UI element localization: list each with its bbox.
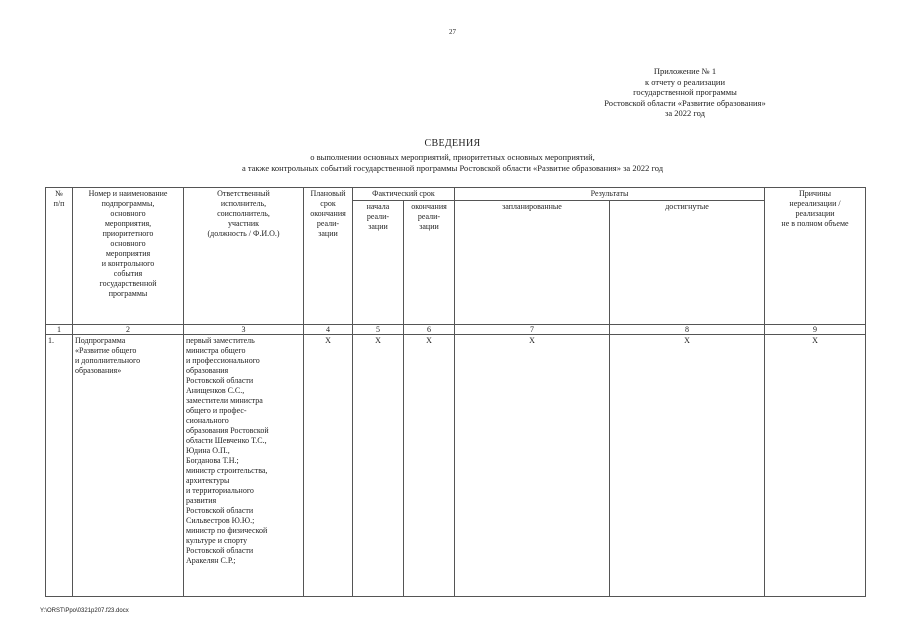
cell-line: Ответственный [217, 189, 270, 198]
cell-line: основного [110, 209, 146, 218]
cell-line: № [55, 189, 63, 198]
appendix-line: Приложение № 1 [653, 66, 717, 76]
cell-line: начала [366, 202, 390, 211]
column-index: 6 [404, 325, 455, 335]
row-reasons: X [765, 335, 866, 597]
column-index-row [46, 325, 866, 335]
cell-line: культуре и спорту [186, 536, 248, 545]
cell-line: и дополнительного [75, 356, 141, 365]
cell-line: Юдина О.П., [186, 446, 230, 455]
cell-line: реали- [366, 212, 390, 221]
cell-line: Сильвестров Ю.Ю.; [186, 516, 255, 525]
cell-line: приоритетного [102, 229, 154, 238]
cell-line: нереализации / [789, 199, 841, 208]
cell-line: заместители министра [186, 396, 263, 405]
cell-line: зации [419, 222, 439, 231]
cell-line: (должность / Ф.И.О.) [207, 229, 280, 238]
cell-line: и профессионального [186, 356, 260, 365]
column-index: 7 [455, 325, 610, 335]
row-planned: X [304, 335, 353, 597]
cell-line: основного [110, 239, 146, 248]
appendix-line: Ростовской области «Развитие образования» [604, 97, 766, 108]
cell-line: «Развитие общего [75, 346, 137, 355]
appendix-header [530, 66, 840, 119]
header-responsible [184, 188, 304, 325]
row-name [73, 335, 184, 597]
report-table [45, 187, 866, 597]
document-subtitle [0, 152, 905, 174]
header-actual-end [404, 201, 455, 325]
header-planned-deadline [304, 188, 353, 325]
cell-line: области Шевченко Т.С., [186, 436, 267, 445]
cell-line: развития [186, 496, 217, 505]
header-reasons [765, 188, 866, 325]
cell-line: срок [320, 199, 336, 208]
cell-line: мероприятия, [104, 219, 152, 228]
cell-line: министра общего [186, 346, 246, 355]
row-actual-start: X [353, 335, 404, 597]
row-actual-end: X [404, 335, 455, 597]
column-index: 1 [46, 325, 73, 335]
cell-line: мероприятия [105, 249, 151, 258]
cell-line: соисполнитель, [217, 209, 270, 218]
header-num [46, 188, 73, 325]
column-index: 4 [304, 325, 353, 335]
cell-line: реали- [417, 212, 441, 221]
column-index: 5 [353, 325, 404, 335]
subtitle-line: а также контрольных событий государственной программы Ростовской области «Развитие образования» за 2022 год [241, 163, 664, 173]
cell-line: зации [368, 222, 388, 231]
cell-line: исполнитель, [220, 199, 267, 208]
cell-line: Ростовской области [186, 546, 254, 555]
cell-line: образования Ростовской [186, 426, 269, 435]
cell-line: первый заместитель [186, 336, 255, 345]
cell-line: Анищенков С.С., [186, 386, 245, 395]
header-actual-start [353, 201, 404, 325]
cell-line: окончания [411, 202, 447, 211]
cell-line: реализации [795, 209, 835, 218]
document-title: СВЕДЕНИЯ [424, 138, 481, 149]
cell-line: подпрограммы, [101, 199, 155, 208]
cell-line: Подпрограмма [75, 336, 126, 345]
column-index: 8 [610, 325, 765, 335]
cell-line: зации [318, 229, 338, 238]
cell-line: министр по физической [186, 526, 268, 535]
cell-line: программы [108, 289, 148, 298]
cell-line: общего и профес- [186, 406, 247, 415]
cell-line: образования [186, 366, 229, 375]
row-num: 1. [46, 335, 73, 597]
cell-line: министр строительства, [186, 466, 268, 475]
cell-line: события [113, 269, 143, 278]
cell-line: и контрольного [101, 259, 155, 268]
cell-line: Аракелян С.Р.; [186, 556, 236, 565]
appendix-line: государственной программы [633, 87, 737, 97]
header-planned-results: запланированные [455, 201, 610, 325]
header-row [46, 188, 866, 201]
cell-line: государственной [99, 279, 157, 288]
header-actual-deadline: Фактический срок [353, 188, 455, 201]
cell-line: Плановый [310, 189, 346, 198]
header-achieved-results: достигнутые [610, 201, 765, 325]
row-planned-results: X [455, 335, 610, 597]
cell-line: реали- [316, 219, 340, 228]
cell-line: сионального [186, 416, 229, 425]
header-results: Результаты [455, 188, 765, 201]
cell-line: образования» [75, 366, 122, 375]
cell-line: Причины [798, 189, 832, 198]
row-responsible [184, 335, 304, 597]
appendix-line: за 2022 год [665, 108, 705, 118]
cell-line: п/п [53, 199, 65, 208]
cell-line: Номер и наименование [88, 189, 168, 198]
cell-line: участник [227, 219, 260, 228]
appendix-line: к отчету о реализации [644, 76, 726, 87]
subtitle-line: о выполнении основных мероприятий, приоритетных основных мероприятий, [310, 152, 595, 162]
column-index: 9 [765, 325, 866, 335]
cell-line: не в полном объеме [781, 219, 849, 228]
column-index: 2 [73, 325, 184, 335]
cell-line: архитектуры [186, 476, 230, 485]
cell-line: и территориального [186, 486, 254, 495]
cell-line: окончания [310, 209, 346, 218]
header-name [73, 188, 184, 325]
cell-line: Ростовской области [186, 506, 254, 515]
cell-line: Ростовской области [186, 376, 254, 385]
row-achieved-results: X [610, 335, 765, 597]
column-index: 3 [184, 325, 304, 335]
page-number: 27 [449, 28, 456, 36]
table-row [46, 335, 866, 597]
cell-line: Богданова Т.Н.; [186, 456, 239, 465]
file-path-footer: Y:\ORST\Ppo\0321p207.f23.docx [40, 608, 129, 614]
